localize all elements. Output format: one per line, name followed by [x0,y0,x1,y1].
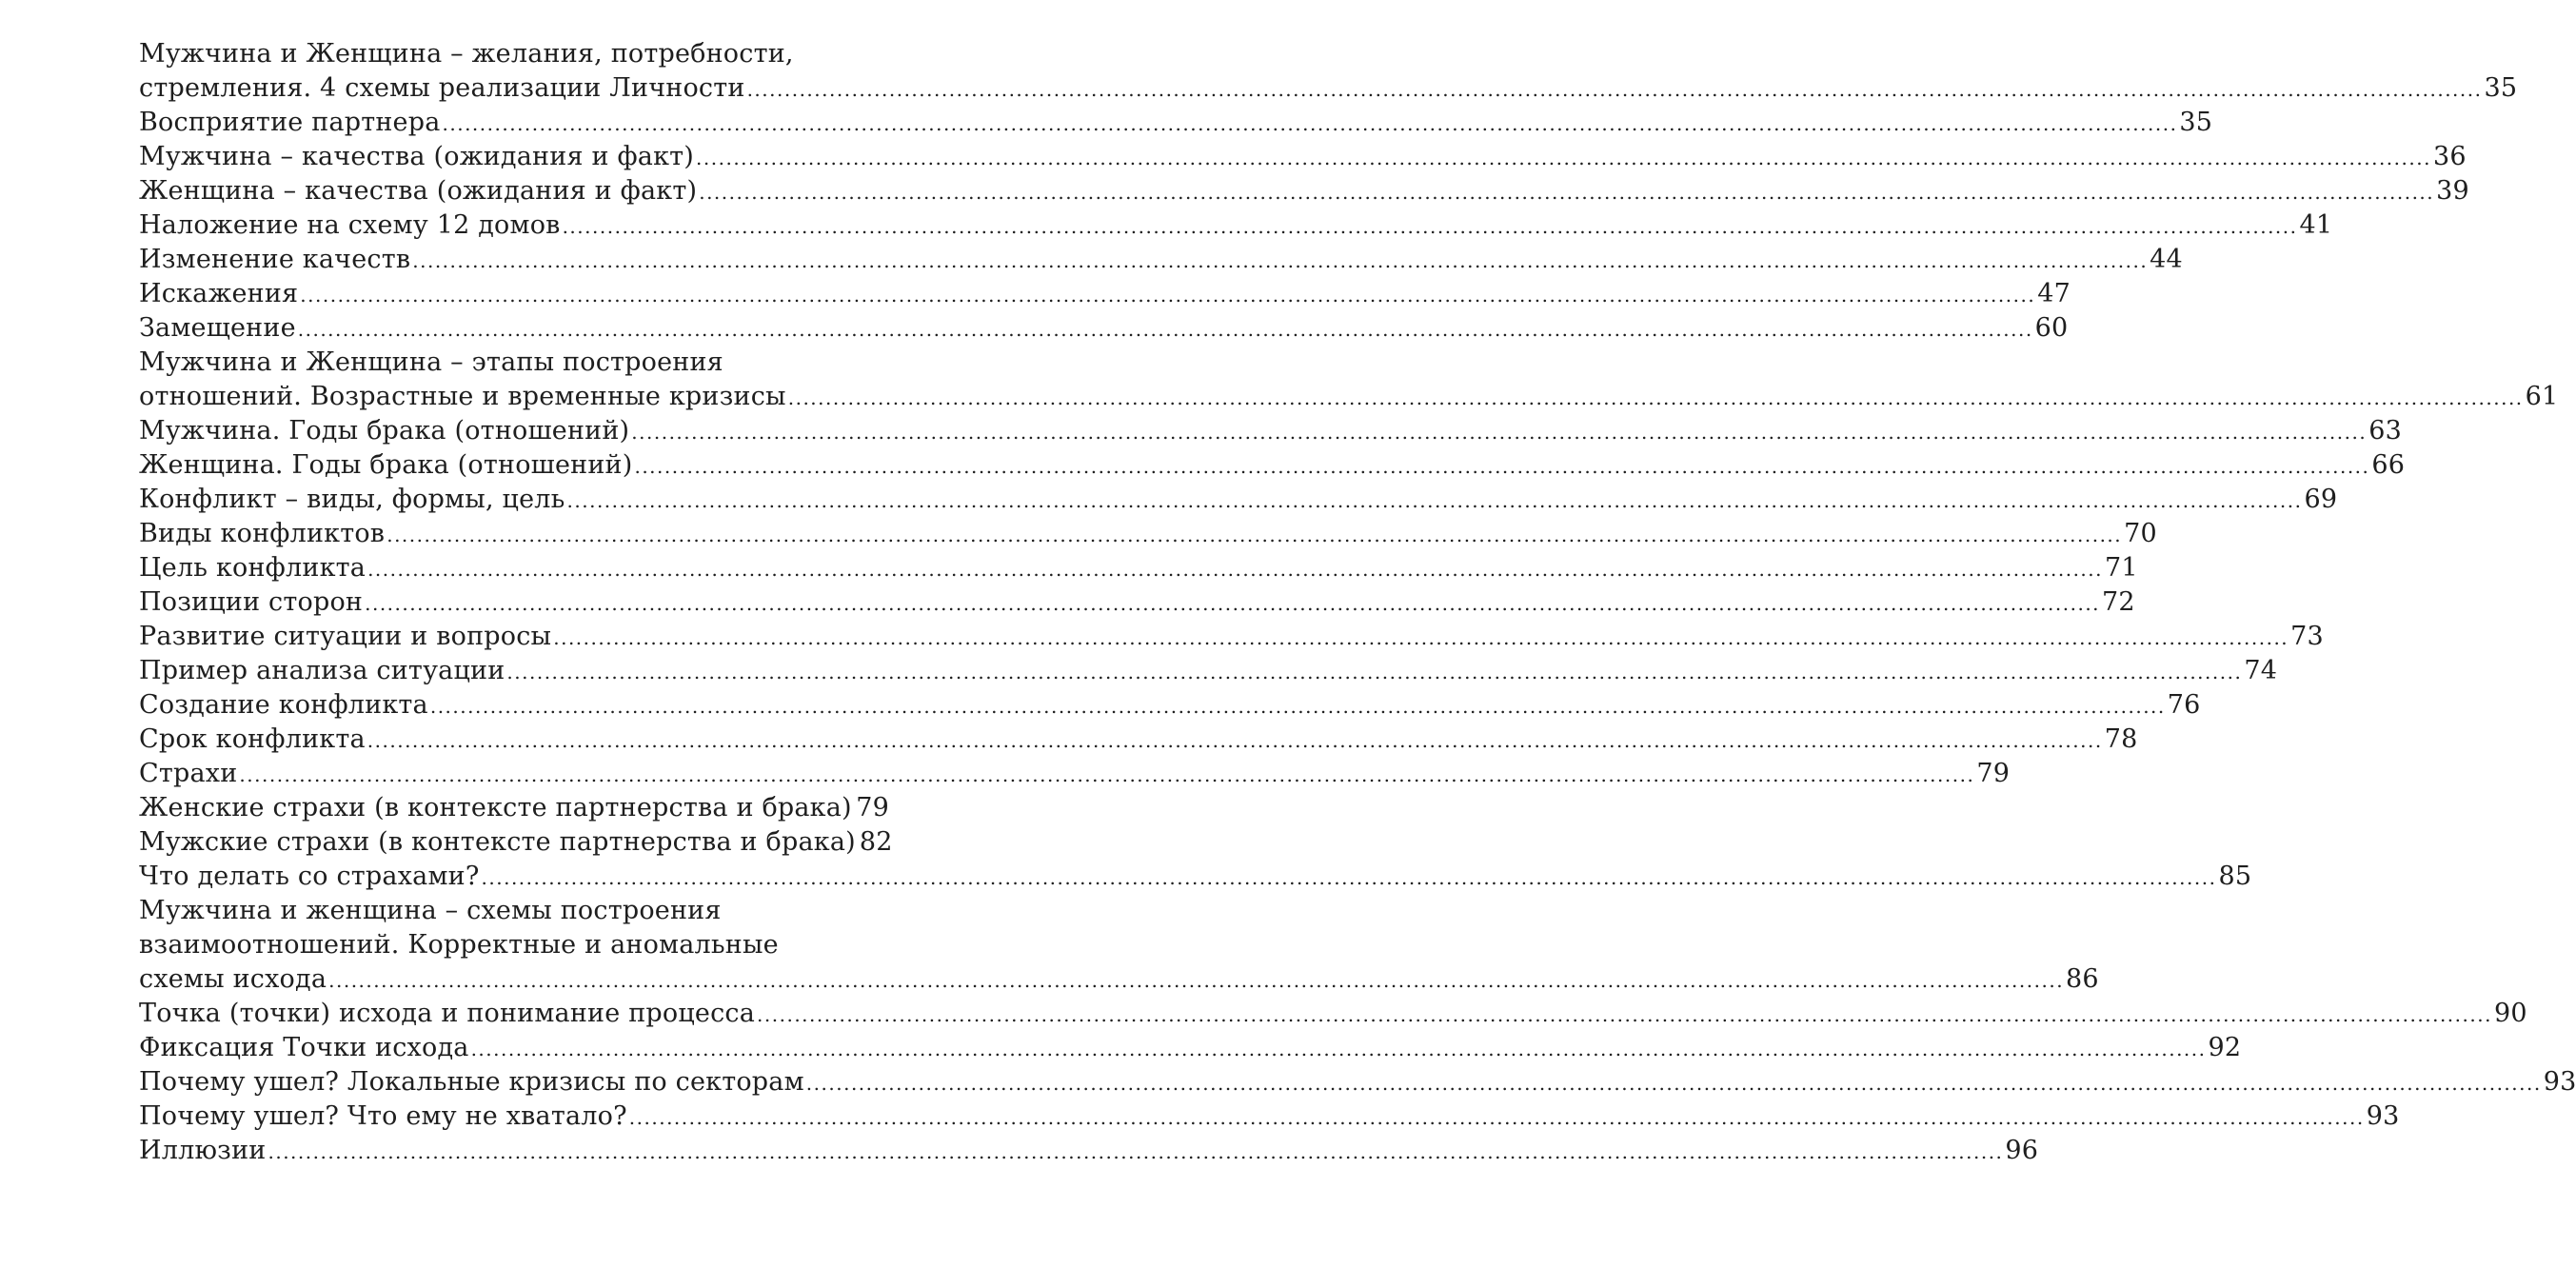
toc-entry-page-number: 35 [2179,108,2213,137]
toc-entry-title: Почему ушел? Что ему не хватало? [139,1101,627,1131]
toc-entry-last-line [139,551,2138,585]
toc-entry-last-line [139,962,2099,997]
toc-entry-last-line [139,723,2138,757]
toc-entry [139,106,2213,140]
toc-entry-page-number: 85 [2218,862,2252,891]
toc-entry-page-number: 39 [2436,176,2469,206]
toc-entry-last-line [139,243,2183,277]
toc-entry-page-number: 72 [2102,587,2135,617]
dot-leader [412,244,2148,278]
toc-entry-last-line [139,208,2333,243]
toc-entry-title: Пример анализа ситуации [139,656,505,685]
toc-entry-last-line [139,277,2071,311]
toc-entry-title: Женские страхи (в контексте партнерства и брака) [139,793,852,822]
toc-entry-page-number: 71 [2105,553,2138,583]
toc-entry-page-number: 70 [2124,519,2157,548]
toc-entry-last-line [139,688,2201,723]
toc-entry [139,860,2252,894]
dot-leader [298,312,2033,347]
toc-entry [139,174,2469,208]
toc-entry-title-line: взаимоотношений. Корректные и аномальные [139,930,779,960]
toc-entry-page-number: 93 [2366,1101,2400,1131]
toc-entry [139,517,2157,551]
toc-entry [139,208,2333,243]
toc-entry-last-line [139,757,2011,791]
dot-leader [365,586,2100,621]
dot-leader [634,449,2369,484]
toc-entry-last-line [139,791,889,825]
dot-leader [757,998,2492,1032]
toc-entry [139,346,2559,414]
dot-leader [699,175,2434,209]
toc-entry-page-number: 73 [2290,622,2324,651]
toc-entry [139,243,2183,277]
toc-entry-page-number: 92 [2208,1033,2242,1062]
toc-entry-page-number: 74 [2244,656,2278,685]
toc-entry [139,723,2138,757]
toc-entry [139,757,2011,791]
toc-entry-title: Конфликт – виды, формы, цель [139,485,565,514]
toc-entry-title: Мужчина – качества (ожидания и факт) [139,142,695,171]
toc-entry-title: Срок конфликта [139,724,366,754]
dot-leader [482,861,2217,895]
dot-leader [631,415,2367,449]
toc-entry-title: стремления. 4 схемы реализации Личности [139,73,745,103]
toc-entry-page-number: 93 [2543,1067,2576,1097]
toc-entry-last-line [139,106,2213,140]
toc-entry [139,140,2467,174]
toc-entry-last-line [139,620,2324,654]
toc-entry-last-line [139,860,2252,894]
toc-entry-page-number: 63 [2368,416,2402,446]
toc-entry-page-number: 79 [1976,759,2011,788]
toc-entry [139,654,2278,688]
toc-entry-title: Изменение качеств [139,245,411,274]
toc-entry [139,620,2324,654]
toc-entry [139,825,893,860]
toc-entry-last-line [139,311,2069,346]
toc-entry-page-number: 79 [856,793,889,822]
toc-entry [139,585,2135,620]
toc-entry-last-line [139,71,2518,106]
toc-entry-page-number: 82 [859,827,893,857]
toc-entry-title: Развитие ситуации и вопросы [139,622,552,651]
toc-entry-title: Замещение [139,313,296,343]
toc-entry-title: схемы исхода [139,964,327,994]
toc-entry-page-number: 78 [2104,724,2138,754]
dot-leader [239,758,1974,792]
toc-entry [139,1031,2242,1065]
toc-entry-title: Точка (точки) исхода и понимание процесса [139,999,756,1028]
toc-entry-last-line [139,1031,2242,1065]
toc-entry [139,414,2402,448]
dot-leader [367,723,2103,758]
toc-entry [139,551,2138,585]
toc-entry-page-number: 69 [2304,485,2338,514]
toc-entry-last-line [139,140,2467,174]
toc-entry-title: Наложение на схему 12 домов [139,210,561,240]
toc-entry-page-number: 61 [2525,382,2559,411]
toc-entry-title: Позиции сторон [139,587,364,617]
toc-entry [139,1134,2039,1168]
toc-entry-last-line [139,1100,2400,1134]
toc-entry-last-line [139,448,2406,483]
dot-leader [300,278,2035,312]
toc-entry-title: Искажения [139,279,299,308]
toc-entry-title: Мужские страхи (в контексте партнерства и брака) [139,827,856,857]
toc-entry-last-line [139,174,2469,208]
toc-entry-last-line [139,517,2157,551]
toc-entry-title: Восприятие партнера [139,108,441,137]
toc-entry-last-line [139,1065,2576,1100]
dot-leader [567,484,2303,518]
toc-entry-title: Создание конфликта [139,690,428,720]
toc-entry-page-number: 60 [2034,313,2069,343]
toc-entry-page-number: 41 [2299,210,2333,240]
toc-entry-last-line [139,585,2135,620]
dot-leader [367,552,2103,586]
toc-entry-title: Женщина. Годы брака (отношений) [139,450,633,480]
toc-entry-title: Цель конфликта [139,553,367,583]
dot-leader [268,1135,2003,1169]
dot-leader [386,518,2122,552]
toc-entry-title: Фиксация Точки исхода [139,1033,469,1062]
dot-leader [430,689,2166,723]
dot-leader [563,209,2298,244]
toc-entry-page-number: 86 [2066,964,2099,994]
dot-leader [506,655,2242,689]
dot-leader [629,1100,2365,1135]
toc-entry [139,1065,2576,1100]
toc-entry-title: Что делать со страхами? [139,862,480,891]
toc-entry [139,448,2406,483]
dot-leader [553,621,2289,655]
toc-entry [139,483,2338,517]
toc-entry-title: Иллюзии [139,1136,267,1165]
dot-leader [747,72,2483,107]
toc-entry-page-number: 66 [2371,450,2406,480]
dot-leader [696,141,2431,175]
toc-entry-last-line [139,483,2338,517]
dot-leader [328,963,2064,998]
toc-entry-page-number: 90 [2493,999,2527,1028]
dot-leader [788,381,2524,415]
dot-leader [443,107,2178,141]
toc-entry-last-line [139,825,893,860]
toc-entry [139,277,2071,311]
toc-entry-page-number: 35 [2484,73,2518,103]
toc-entry-page-number: 36 [2432,142,2467,171]
toc-entry-title: Страхи [139,759,238,788]
toc-entry-page-number: 76 [2167,690,2201,720]
toc-entry [139,688,2201,723]
toc-entry-last-line [139,380,2559,414]
toc-entry-title: Женщина – качества (ожидания и факт) [139,176,698,206]
table-of-contents [139,37,2576,1168]
dot-leader [806,1066,2542,1100]
toc-entry-title-line: Мужчина и Женщина – желания, потребности, [139,39,794,69]
toc-entry [139,791,889,825]
toc-entry-last-line [139,414,2402,448]
toc-entry-title: отношений. Возрастные и временные кризисы [139,382,786,411]
dot-leader [471,1032,2207,1066]
toc-entry-title: Мужчина. Годы брака (отношений) [139,416,630,446]
toc-entry-page-number: 47 [2037,279,2071,308]
toc-entry-title: Виды конфликтов [139,519,386,548]
toc-entry [139,1100,2400,1134]
toc-entry [139,311,2069,346]
toc-entry [139,37,2518,106]
toc-entry [139,894,2099,997]
toc-entry-last-line [139,997,2527,1031]
toc-entry-title-line: Мужчина и женщина – схемы построения [139,896,722,925]
toc-entry-title: Почему ушел? Локальные кризисы по секторам [139,1067,804,1097]
toc-entry-last-line [139,654,2278,688]
toc-entry-last-line [139,1134,2039,1168]
toc-entry [139,997,2527,1031]
toc-entry-page-number: 96 [2005,1136,2039,1165]
toc-entry-page-number: 44 [2150,245,2183,274]
toc-entry-title-line: Мужчина и Женщина – этапы построения [139,347,723,377]
